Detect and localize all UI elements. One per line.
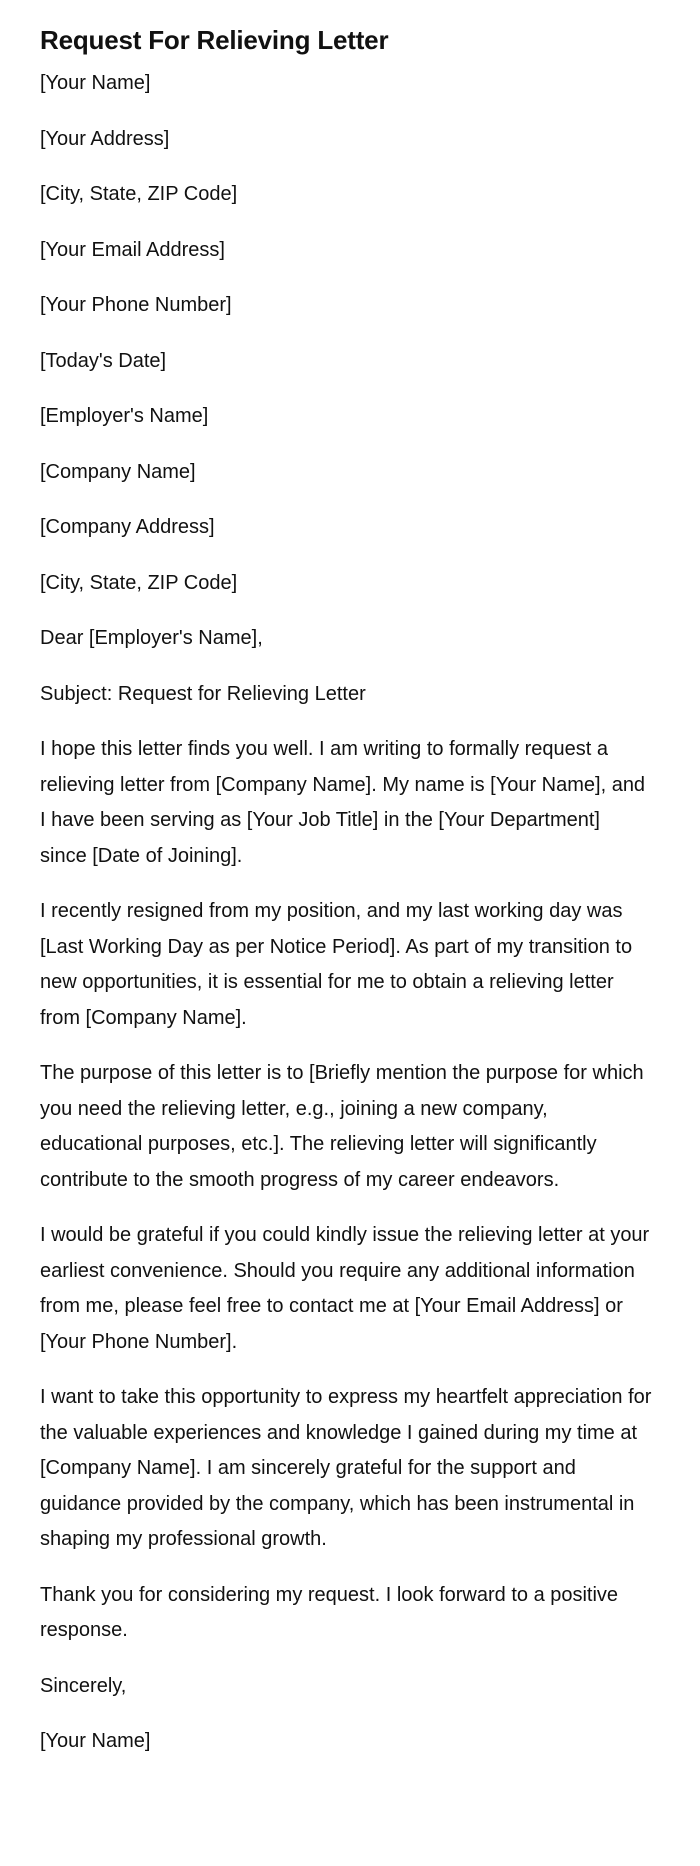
body-paragraph-appreciation: I want to take this opportunity to express my heartfelt appreciation for the valuable experiences and knowledge I gained during my time at [Company Name]. I am sincerely grateful for the support and guidance provided by the company, which has been instrumental in shaping my professional growth. bbox=[40, 1386, 652, 1550]
body-paragraph-resignation: I recently resigned from my position, and my last working day was [Last Working Day as per Notice Period]. As part of my transition to new opportunities, it is essential for me to obtain a relieving letter from [Company Name]. bbox=[40, 900, 633, 1029]
signature-name: [Your Name] bbox=[40, 1730, 151, 1752]
body-paragraph-request: I would be grateful if you could kindly issue the relieving letter at your earliest convenience. Should you require any additional information from me, please feel free to contact me at [Your Email Address] or [Your Phone Number]. bbox=[40, 1224, 650, 1353]
sender-phone: [Your Phone Number] bbox=[40, 294, 232, 316]
sender-name: [Your Name] bbox=[40, 72, 151, 94]
sender-city-state-zip: [City, State, ZIP Code] bbox=[40, 183, 238, 205]
letter-title: Request For Relieving Letter bbox=[40, 25, 389, 55]
company-city-state-zip: [City, State, ZIP Code] bbox=[40, 571, 238, 594]
letter-date: [Today's Date] bbox=[40, 349, 167, 372]
sender-address: [Your Address] bbox=[40, 127, 170, 150]
sign-off: Sincerely, bbox=[40, 1674, 127, 1697]
body-paragraph-purpose: The purpose of this letter is to [Briefly mention the purpose for which you need the relieving letter, e.g., joining a new company, educational purposes, etc.]. The relieving letter will significantly contribute to the smooth progress of my career endeavors. bbox=[40, 1062, 644, 1191]
company-name: [Company Name] bbox=[40, 460, 196, 483]
employer-name: [Employer's Name] bbox=[40, 405, 209, 427]
letter-document bbox=[40, 22, 652, 1780]
body-paragraph-closing: Thank you for considering my request. I look forward to a positive response. bbox=[40, 1583, 619, 1641]
salutation: Dear [Employer's Name], bbox=[40, 627, 263, 649]
body-paragraph-intro: I hope this letter finds you well. I am writing to formally request a relieving letter from [Company Name]. My name is [Your Name], and I have been serving as [Your Job Title] in the [Your Department] since [Date of Joining]. bbox=[40, 738, 646, 867]
company-address: [Company Address] bbox=[40, 516, 215, 538]
subject-line: Subject: Request for Relieving Letter bbox=[40, 682, 366, 705]
sender-email: [Your Email Address] bbox=[40, 238, 225, 261]
